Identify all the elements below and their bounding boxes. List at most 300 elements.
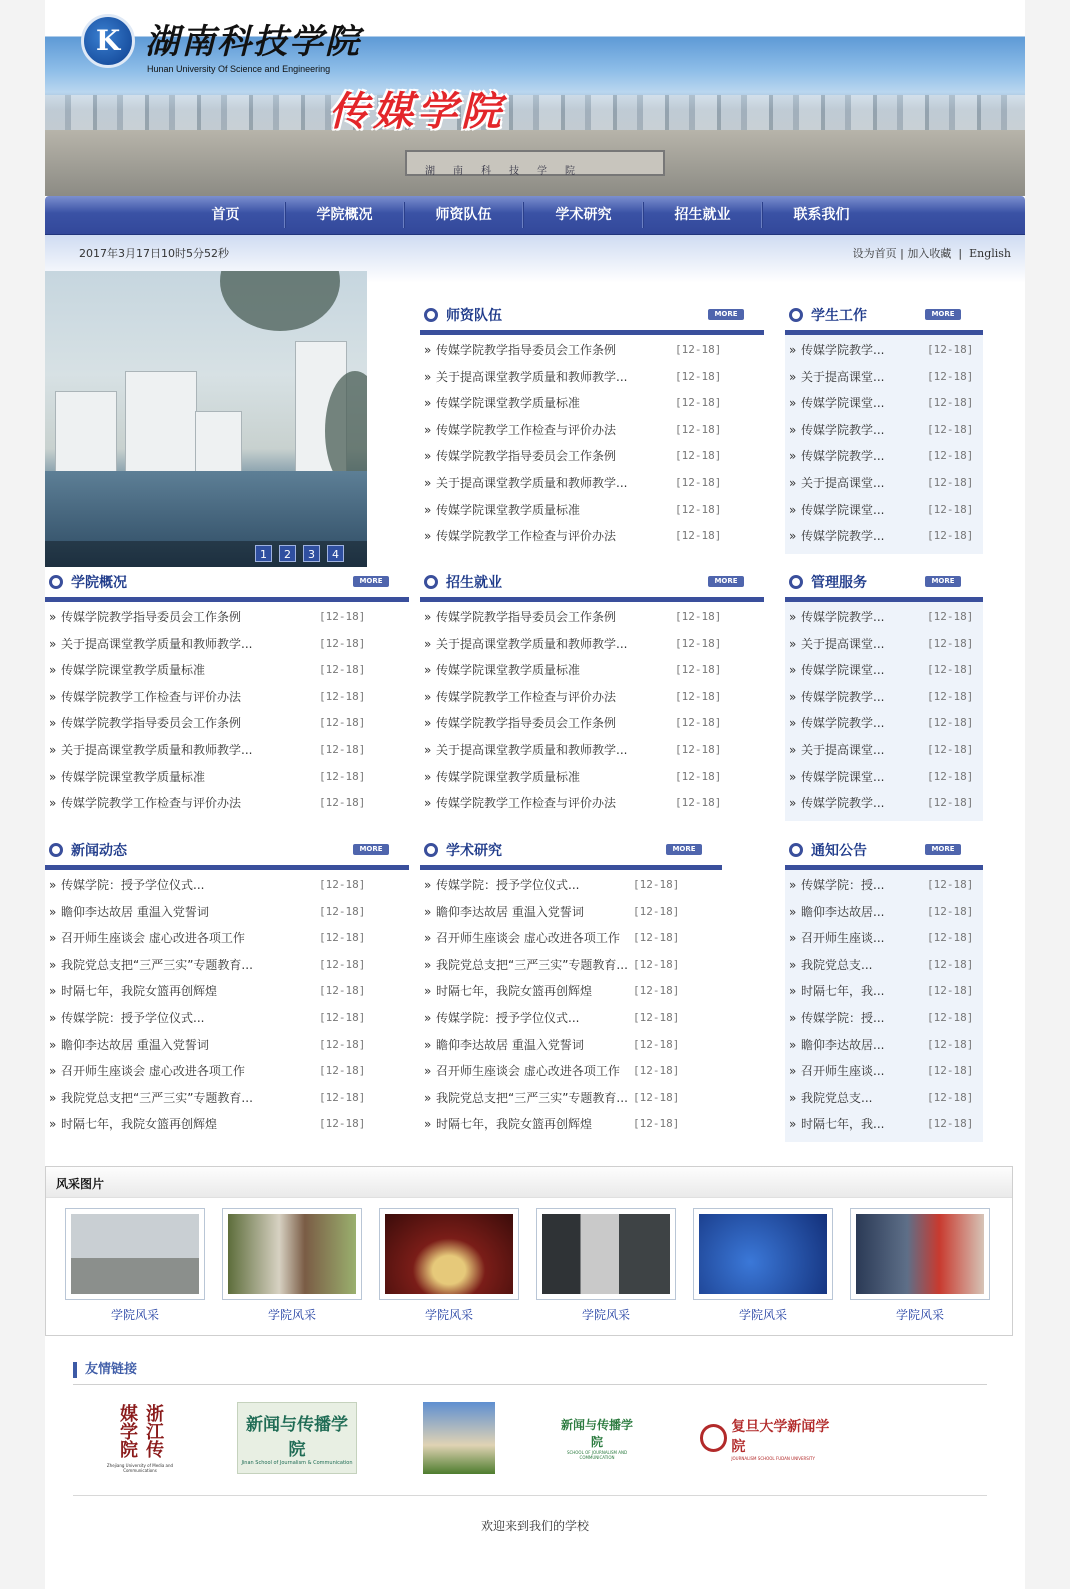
list-item[interactable] xyxy=(420,764,764,791)
arrow-icon: » xyxy=(49,1064,57,1079)
item-date: [12-18] xyxy=(675,369,722,383)
section-header xyxy=(785,300,983,335)
nav-admission[interactable]: 招生就业 xyxy=(674,207,731,223)
item-title[interactable]: 关于提高课堂... xyxy=(801,475,885,490)
item-title[interactable]: 关于提高课堂... xyxy=(801,636,885,651)
item-date: [12-18] xyxy=(633,904,680,918)
gallery-caption[interactable]: 学院风采 xyxy=(110,1308,159,1322)
item-date: [12-18] xyxy=(675,742,722,756)
list-item[interactable] xyxy=(420,710,764,737)
item-title[interactable]: 传媒学院教学... xyxy=(801,449,885,464)
gallery-thumb[interactable] xyxy=(379,1208,519,1300)
section-list xyxy=(45,870,409,1142)
list-item[interactable] xyxy=(420,390,764,417)
list-item[interactable] xyxy=(45,1085,409,1112)
item-title[interactable]: 传媒学院课堂教学质量标准 xyxy=(61,769,206,784)
item-date: [12-18] xyxy=(675,396,722,410)
list-item[interactable] xyxy=(420,737,764,764)
section-list xyxy=(785,335,983,554)
list-item[interactable] xyxy=(785,337,983,364)
list-item[interactable] xyxy=(785,899,983,926)
arrow-icon: » xyxy=(49,878,57,892)
item-title[interactable]: 瞻仰李达故居... xyxy=(801,1037,885,1052)
list-item[interactable] xyxy=(45,657,409,684)
item-title[interactable]: 召开师生座谈会 虚心改进各项工作 xyxy=(436,1064,620,1079)
arrow-icon: » xyxy=(424,343,432,357)
gallery-header xyxy=(46,1167,1012,1198)
item-title[interactable]: 召开师生座谈会 虚心改进各项工作 xyxy=(61,931,245,946)
item-title[interactable]: 瞻仰李达故居 重温入党誓词 xyxy=(436,1037,584,1052)
item-title[interactable]: 传媒学院教学... xyxy=(801,422,885,437)
item-date: [12-18] xyxy=(675,663,722,677)
list-item[interactable] xyxy=(785,1058,983,1085)
arrow-icon: » xyxy=(424,1117,432,1132)
list-item[interactable] xyxy=(420,470,764,497)
list-item[interactable] xyxy=(785,1032,983,1059)
item-title[interactable]: 召开师生座谈... xyxy=(801,1064,885,1079)
item-title[interactable]: 传媒学院教学工作检查与评价办法 xyxy=(61,689,242,704)
list-item[interactable] xyxy=(420,1032,722,1059)
list-item[interactable] xyxy=(785,737,983,764)
gate-inscription: 湖南科技学院 xyxy=(425,166,593,177)
item-title[interactable]: 传媒学院教学指导委员会工作条例 xyxy=(436,449,617,464)
list-item[interactable] xyxy=(420,657,764,684)
item-title[interactable]: 传媒学院课堂... xyxy=(801,396,885,411)
item-date: [12-18] xyxy=(675,529,722,543)
arrow-icon: » xyxy=(789,716,797,731)
item-title[interactable]: 时隔七年，我... xyxy=(801,984,885,999)
more-button[interactable]: MORE xyxy=(666,844,702,855)
more-button[interactable]: MORE xyxy=(353,844,389,855)
link-logo-jinan[interactable] xyxy=(237,1402,357,1474)
school-logo-icon[interactable]: K xyxy=(81,14,135,68)
list-item[interactable] xyxy=(785,764,983,791)
link-logo-campus[interactable] xyxy=(423,1402,495,1474)
item-date: [12-18] xyxy=(927,1064,974,1078)
item-date: [12-18] xyxy=(319,610,366,623)
section-research xyxy=(420,835,722,1142)
item-title[interactable]: 传媒学院：授予学位仪式... xyxy=(436,1010,580,1025)
list-item[interactable] xyxy=(45,872,409,899)
section-header xyxy=(45,567,409,602)
item-date: [12-18] xyxy=(927,449,974,463)
arrow-icon: » xyxy=(424,957,432,972)
list-item[interactable] xyxy=(420,872,722,899)
arrow-icon: » xyxy=(789,1117,797,1132)
slide-page-2[interactable]: 2 xyxy=(279,545,296,562)
item-date: [12-18] xyxy=(319,636,366,650)
arrow-icon: » xyxy=(49,663,57,678)
item-title[interactable]: 时隔七年，我院女篮再创辉煌 xyxy=(61,984,218,999)
gallery-thumb[interactable] xyxy=(222,1208,362,1300)
arrow-icon: » xyxy=(49,1037,57,1052)
arrow-icon: » xyxy=(424,769,432,784)
item-date: [12-18] xyxy=(927,663,974,677)
list-item[interactable] xyxy=(420,417,764,444)
list-item[interactable] xyxy=(420,1005,722,1032)
nav-faculty[interactable]: 师资队伍 xyxy=(435,207,492,223)
slide-page-4[interactable]: 4 xyxy=(327,545,344,562)
nav-home[interactable]: 首页 xyxy=(211,207,240,223)
logo-subtext: SCHOOL OF JOURNALISM AND COMMUNICATION xyxy=(566,1450,628,1460)
logo-text: 新闻与传播学院 xyxy=(560,1418,633,1449)
item-title[interactable]: 时隔七年，我... xyxy=(801,1117,885,1132)
item-title[interactable]: 关于提高课堂教学质量和教师教学... xyxy=(436,636,628,651)
link-logo-fudan[interactable] xyxy=(700,1402,840,1474)
list-item[interactable] xyxy=(785,390,983,417)
item-title[interactable]: 关于提高课堂教学质量和教师教学... xyxy=(61,742,253,757)
section-list xyxy=(420,870,722,1142)
list-item[interactable] xyxy=(785,684,983,711)
circle-bullet-icon xyxy=(789,308,803,322)
item-date: [12-18] xyxy=(633,984,680,998)
section-title[interactable]: 通知公告 xyxy=(811,843,867,859)
item-title[interactable]: 传媒学院：授... xyxy=(801,878,885,892)
item-title[interactable]: 传媒学院：授予学位仪式... xyxy=(436,878,580,892)
gallery-caption[interactable]: 学院风采 xyxy=(581,1308,630,1322)
item-date: [12-18] xyxy=(319,663,366,677)
item-title[interactable]: 我院党总支... xyxy=(801,957,873,972)
list-item[interactable] xyxy=(420,1058,722,1085)
item-title[interactable]: 传媒学院教学... xyxy=(801,796,885,811)
arrow-icon: » xyxy=(789,636,797,651)
item-title[interactable]: 传媒学院教学工作检查与评价办法 xyxy=(436,422,617,437)
list-item[interactable] xyxy=(420,364,764,391)
gallery-caption[interactable]: 学院风采 xyxy=(738,1308,787,1322)
item-date: [12-18] xyxy=(927,931,974,945)
circle-bullet-icon xyxy=(424,843,438,857)
gallery-thumb[interactable] xyxy=(693,1208,833,1300)
list-item[interactable] xyxy=(45,952,409,979)
circle-bullet-icon xyxy=(789,843,803,857)
item-title[interactable]: 关于提高课堂教学质量和教师教学... xyxy=(436,475,628,490)
list-item[interactable] xyxy=(45,978,409,1005)
arrow-icon: » xyxy=(424,904,432,919)
list-item[interactable] xyxy=(45,899,409,926)
item-date: [12-18] xyxy=(927,422,974,436)
list-item[interactable] xyxy=(45,631,409,658)
more-button[interactable]: MORE xyxy=(353,576,389,587)
circle-bullet-icon xyxy=(424,308,438,322)
item-title[interactable]: 传媒学院教学... xyxy=(801,529,885,544)
gallery-thumb[interactable] xyxy=(536,1208,676,1300)
arrow-icon: » xyxy=(49,957,57,972)
list-item[interactable] xyxy=(420,631,764,658)
item-title[interactable]: 瞻仰李达故居 重温入党誓词 xyxy=(436,904,584,919)
item-title[interactable]: 传媒学院教学工作检查与评价办法 xyxy=(436,529,617,544)
item-title[interactable]: 关于提高课堂教学质量和教师教学... xyxy=(436,369,628,384)
gallery-caption[interactable]: 学院风采 xyxy=(424,1308,473,1322)
divider xyxy=(73,1384,987,1385)
nav-contact[interactable]: 联系我们 xyxy=(793,207,850,223)
list-item[interactable] xyxy=(785,1005,983,1032)
item-title[interactable]: 传媒学院教学... xyxy=(801,343,885,357)
list-item[interactable] xyxy=(45,710,409,737)
slide-building xyxy=(125,371,197,483)
item-date: [12-18] xyxy=(633,931,680,945)
arrow-icon: » xyxy=(789,1037,797,1052)
item-title[interactable]: 传媒学院教学... xyxy=(801,610,885,624)
english-link[interactable]: English xyxy=(969,247,1011,260)
item-date: [12-18] xyxy=(633,957,680,971)
item-title[interactable]: 传媒学院教学指导委员会工作条例 xyxy=(436,716,617,731)
gallery-thumb[interactable] xyxy=(65,1208,205,1300)
section-notice xyxy=(785,835,983,1142)
item-title[interactable]: 时隔七年，我院女篮再创辉煌 xyxy=(436,1117,593,1132)
arrow-icon: » xyxy=(49,796,57,811)
item-title[interactable]: 关于提高课堂... xyxy=(801,369,885,384)
slideshow[interactable] xyxy=(45,271,367,567)
circle-bullet-icon xyxy=(49,843,63,857)
item-date: [12-18] xyxy=(319,742,366,756)
item-title[interactable]: 传媒学院：授予学位仪式... xyxy=(61,878,205,892)
item-title[interactable]: 传媒学院课堂教学质量标准 xyxy=(61,663,206,678)
arrow-icon: » xyxy=(424,689,432,704)
list-item[interactable] xyxy=(785,443,983,470)
list-item[interactable] xyxy=(785,925,983,952)
item-title[interactable]: 传媒学院课堂教学质量标准 xyxy=(436,769,581,784)
list-item[interactable] xyxy=(420,1085,722,1112)
list-item[interactable] xyxy=(420,497,764,524)
item-title[interactable]: 传媒学院教学... xyxy=(801,689,885,704)
school-name-en: Hunan University Of Science and Engineering xyxy=(147,64,331,74)
item-title[interactable]: 传媒学院教学工作检查与评价办法 xyxy=(436,796,617,811)
item-date: [12-18] xyxy=(927,1090,974,1104)
list-item[interactable] xyxy=(45,737,409,764)
section-student xyxy=(785,300,983,554)
list-item[interactable] xyxy=(785,1111,983,1138)
arrow-icon: » xyxy=(789,878,797,892)
page xyxy=(45,0,1025,1589)
item-date: [12-18] xyxy=(319,769,366,783)
section-title[interactable]: 学生工作 xyxy=(811,308,867,324)
item-title[interactable]: 传媒学院课堂教学质量标准 xyxy=(436,502,581,517)
nav-research[interactable]: 学术研究 xyxy=(555,207,612,223)
list-item[interactable] xyxy=(785,497,983,524)
item-title[interactable]: 我院党总支把“三严三实”专题教育... xyxy=(436,957,628,972)
logo-subtext: JOURNALISM SCHOOL FUDAN UNIVERSITY xyxy=(731,1455,815,1461)
section-title[interactable]: 师资队伍 xyxy=(446,308,502,324)
arrow-icon: » xyxy=(789,369,797,384)
item-title[interactable]: 关于提高课堂教学质量和教师教学... xyxy=(61,636,253,651)
item-title[interactable]: 传媒学院教学指导委员会工作条例 xyxy=(436,343,617,357)
item-date: [12-18] xyxy=(633,1117,680,1131)
item-title[interactable]: 关于提高课堂教学质量和教师教学... xyxy=(436,742,628,757)
list-item[interactable] xyxy=(420,1111,722,1138)
item-title[interactable]: 传媒学院课堂... xyxy=(801,769,885,784)
slide-building xyxy=(55,391,117,483)
arrow-icon: » xyxy=(789,449,797,464)
list-item[interactable] xyxy=(45,1058,409,1085)
gallery-thumb[interactable] xyxy=(850,1208,990,1300)
list-item[interactable] xyxy=(785,470,983,497)
section-title[interactable]: 新闻动态 xyxy=(71,843,127,859)
link-logo-zhejiang[interactable] xyxy=(100,1402,180,1474)
list-item[interactable] xyxy=(785,657,983,684)
item-title[interactable]: 传媒学院教学工作检查与评价办法 xyxy=(61,796,242,811)
section-title[interactable]: 学院概况 xyxy=(71,575,127,591)
item-title[interactable]: 我院党总支把“三严三实”专题教育... xyxy=(436,1090,628,1105)
arrow-icon: » xyxy=(424,369,432,384)
item-title[interactable]: 传媒学院：授予学位仪式... xyxy=(61,1010,205,1025)
item-title[interactable]: 召开师生座谈会 虚心改进各项工作 xyxy=(61,1064,245,1079)
banner-buildings xyxy=(45,95,1025,130)
gallery-caption[interactable]: 学院风采 xyxy=(267,1308,316,1322)
arrow-icon: » xyxy=(789,529,797,544)
more-button[interactable]: MORE xyxy=(925,309,961,320)
item-title[interactable]: 传媒学院课堂教学质量标准 xyxy=(436,396,581,411)
add-favorite-link[interactable]: 加入收藏 xyxy=(907,247,952,260)
list-item[interactable] xyxy=(45,684,409,711)
list-item[interactable] xyxy=(785,523,983,550)
list-item[interactable] xyxy=(785,710,983,737)
list-item[interactable] xyxy=(785,978,983,1005)
item-date: [12-18] xyxy=(319,1037,366,1051)
arrow-icon: » xyxy=(49,769,57,784)
item-title[interactable]: 时隔七年，我院女篮再创辉煌 xyxy=(61,1117,218,1132)
list-item[interactable] xyxy=(45,1111,409,1138)
section-list xyxy=(785,870,983,1142)
item-date: [12-18] xyxy=(319,878,366,891)
item-date: [12-18] xyxy=(927,957,974,971)
section-management xyxy=(785,567,983,821)
school-name: 湖南科技学院 xyxy=(145,22,361,62)
list-item[interactable] xyxy=(420,899,722,926)
item-title[interactable]: 时隔七年，我院女篮再创辉煌 xyxy=(436,984,593,999)
list-item[interactable] xyxy=(420,337,764,364)
arrow-icon: » xyxy=(424,1090,432,1105)
section-header xyxy=(45,835,409,870)
section-header xyxy=(420,300,764,335)
list-item[interactable] xyxy=(785,952,983,979)
item-title[interactable]: 传媒学院教学指导委员会工作条例 xyxy=(436,610,617,624)
item-date: [12-18] xyxy=(319,931,366,945)
list-item[interactable] xyxy=(785,604,983,631)
slide-tree xyxy=(220,271,340,331)
item-date: [12-18] xyxy=(675,636,722,650)
item-title[interactable]: 瞻仰李达故居 重温入党誓词 xyxy=(61,904,209,919)
arrow-icon: » xyxy=(789,1010,797,1025)
link-logo-journalism[interactable] xyxy=(557,1402,637,1474)
item-date: [12-18] xyxy=(319,716,366,730)
set-home-link[interactable]: 设为首页 xyxy=(852,247,897,260)
list-item[interactable] xyxy=(785,364,983,391)
item-title[interactable]: 传媒学院课堂... xyxy=(801,502,885,517)
section-title[interactable]: 学术研究 xyxy=(446,843,502,859)
item-title[interactable]: 瞻仰李达故居 重温入党誓词 xyxy=(61,1037,209,1052)
slide-page-1[interactable]: 1 xyxy=(255,545,272,562)
item-date: [12-18] xyxy=(675,449,722,463)
item-date: [12-18] xyxy=(675,610,722,623)
arrow-icon: » xyxy=(49,610,57,624)
more-button[interactable]: MORE xyxy=(925,576,961,587)
list-item[interactable] xyxy=(45,1005,409,1032)
list-item[interactable] xyxy=(785,790,983,817)
fudan-seal-icon xyxy=(700,1424,727,1452)
item-title[interactable]: 传媒学院课堂教学质量标准 xyxy=(436,663,581,678)
item-date: [12-18] xyxy=(927,1037,974,1051)
arrow-icon: » xyxy=(424,878,432,892)
list-item[interactable] xyxy=(420,684,764,711)
list-item[interactable] xyxy=(420,790,764,817)
item-title[interactable]: 传媒学院教学指导委员会工作条例 xyxy=(61,716,242,731)
section-title[interactable]: 招生就业 xyxy=(446,575,502,591)
arrow-icon: » xyxy=(49,1090,57,1105)
more-button[interactable]: MORE xyxy=(708,309,744,320)
list-item[interactable] xyxy=(785,631,983,658)
list-item[interactable] xyxy=(420,523,764,550)
section-title[interactable]: 管理服务 xyxy=(811,575,867,591)
item-title[interactable]: 瞻仰李达故居... xyxy=(801,904,885,919)
item-date: [12-18] xyxy=(319,1090,366,1104)
item-title[interactable]: 我院党总支把“三严三实”专题教育... xyxy=(61,957,253,972)
item-title[interactable]: 传媒学院教学工作检查与评价办法 xyxy=(436,689,617,704)
arrow-icon: » xyxy=(424,931,432,946)
item-date: [12-18] xyxy=(927,904,974,918)
section-header xyxy=(420,567,764,602)
list-item[interactable] xyxy=(420,443,764,470)
list-item[interactable] xyxy=(420,978,722,1005)
item-title[interactable]: 我院党总支把“三严三实”专题教育... xyxy=(61,1090,253,1105)
arrow-icon: » xyxy=(49,1010,57,1025)
list-item[interactable] xyxy=(785,872,983,899)
gallery-caption[interactable]: 学院风采 xyxy=(895,1308,944,1322)
item-date: [12-18] xyxy=(927,689,974,703)
item-title[interactable]: 传媒学院教学指导委员会工作条例 xyxy=(61,610,242,624)
item-title[interactable]: 召开师生座谈会 虚心改进各项工作 xyxy=(436,931,620,946)
arrow-icon: » xyxy=(424,742,432,757)
list-item[interactable] xyxy=(45,764,409,791)
item-date: [12-18] xyxy=(633,878,680,891)
arrow-icon: » xyxy=(424,475,432,490)
item-date: [12-18] xyxy=(927,636,974,650)
item-date: [12-18] xyxy=(675,689,722,703)
item-date: [12-18] xyxy=(927,769,974,783)
list-item[interactable] xyxy=(45,790,409,817)
more-button[interactable]: MORE xyxy=(925,844,961,855)
nav-overview[interactable]: 学院概况 xyxy=(316,207,373,223)
arrow-icon: » xyxy=(49,742,57,757)
item-title[interactable]: 传媒学院课堂... xyxy=(801,663,885,678)
arrow-icon: » xyxy=(789,769,797,784)
item-date: [12-18] xyxy=(927,475,974,489)
list-item[interactable] xyxy=(45,1032,409,1059)
more-button[interactable]: MORE xyxy=(708,576,744,587)
item-date: [12-18] xyxy=(927,610,974,623)
section-header xyxy=(785,835,983,870)
item-title[interactable]: 传媒学院教学... xyxy=(801,716,885,731)
item-title[interactable]: 召开师生座谈... xyxy=(801,931,885,946)
arrow-icon: » xyxy=(789,931,797,946)
item-date: [12-18] xyxy=(927,1117,974,1131)
item-title[interactable]: 关于提高课堂... xyxy=(801,742,885,757)
list-item[interactable] xyxy=(785,1085,983,1112)
list-item[interactable] xyxy=(420,952,722,979)
slide-page-3[interactable]: 3 xyxy=(303,545,320,562)
list-item[interactable] xyxy=(785,417,983,444)
item-title[interactable]: 我院党总支... xyxy=(801,1090,873,1105)
item-date: [12-18] xyxy=(675,343,722,356)
arrow-icon: » xyxy=(789,796,797,811)
list-item[interactable] xyxy=(45,604,409,631)
item-date: [12-18] xyxy=(927,502,974,516)
item-date: [12-18] xyxy=(927,369,974,383)
list-item[interactable] xyxy=(45,925,409,952)
list-item[interactable] xyxy=(420,925,722,952)
list-item[interactable] xyxy=(420,604,764,631)
section-admission xyxy=(420,567,764,821)
item-title[interactable]: 传媒学院：授... xyxy=(801,1010,885,1025)
